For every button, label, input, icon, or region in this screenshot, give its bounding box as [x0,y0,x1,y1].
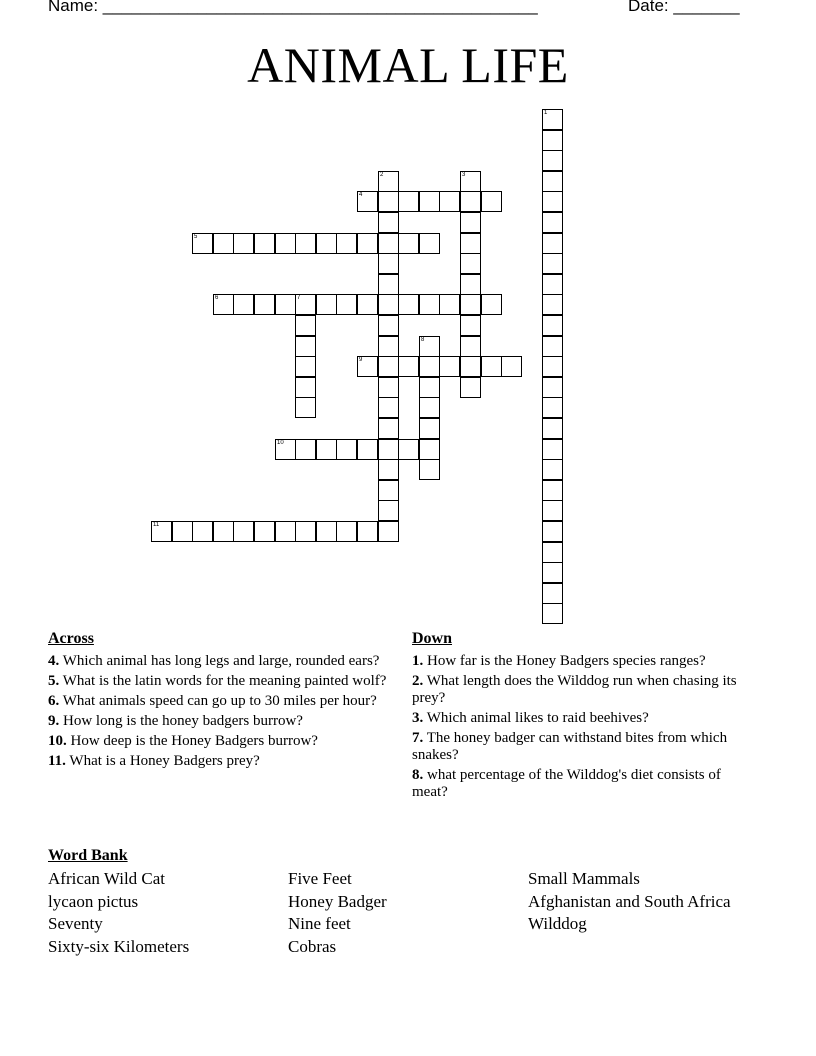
name-field-line: Name: ______________________________________________ [48,0,538,15]
across-clue: 4. Which animal has long legs and large, rounded ears? [48,653,380,669]
word-bank-item: Nine feet [288,914,351,934]
crossword-cell[interactable] [542,500,563,521]
crossword-cell[interactable] [378,233,399,254]
crossword-cell[interactable] [213,233,234,254]
crossword-cell[interactable] [542,377,563,398]
crossword-cell[interactable] [419,418,440,439]
crossword-cell[interactable] [275,521,296,542]
crossword-cell[interactable] [542,459,563,480]
crossword-cell[interactable] [275,294,296,315]
clue-number: 2 [380,172,384,178]
crossword-cell[interactable] [460,356,481,377]
crossword-cell[interactable] [542,336,563,357]
crossword-cell[interactable] [172,521,193,542]
crossword-cell[interactable] [542,212,563,233]
crossword-cell[interactable] [295,521,316,542]
crossword-cell[interactable] [419,191,440,212]
crossword-cell[interactable] [295,233,316,254]
clue-number: 6 [215,295,219,301]
crossword-cell[interactable] [316,521,337,542]
word-bank-item: African Wild Cat [48,869,166,888]
crossword-cell[interactable] [542,130,563,151]
clue-number: 5 [194,234,198,240]
crossword-cell[interactable] [419,397,440,418]
crossword-cell[interactable] [378,439,399,460]
word-bank-item: Sixty-six Kilometers [48,937,190,957]
crossword-cell[interactable] [254,294,275,315]
crossword-cell[interactable] [542,233,563,254]
crossword-cell[interactable] [295,397,316,418]
crossword-cell[interactable] [542,397,563,418]
crossword-cell[interactable] [213,521,234,542]
down-clue-list [412,653,757,804]
across-clue: 5. What is the latin words for the meaning painted wolf? [48,673,387,689]
crossword-cell[interactable] [336,521,357,542]
crossword-cell[interactable] [336,294,357,315]
crossword-cell[interactable] [378,336,399,357]
crossword-cell[interactable] [378,397,399,418]
clue-number: 8 [421,337,425,343]
across-clue: 11. What is a Honey Badgers prey? [48,753,260,769]
crossword-cell[interactable] [378,253,399,274]
across-heading: Across [48,630,94,647]
crossword-cell[interactable] [295,377,316,398]
down-clue: 7. The honey badger can withstand bites from which snakes? [412,730,728,763]
crossword-cell[interactable] [254,233,275,254]
crossword-cell[interactable] [378,274,399,295]
crossword-cell[interactable] [439,356,460,377]
crossword-cell[interactable] [233,233,254,254]
crossword-cell[interactable] [542,294,563,315]
crossword-cell[interactable] [357,439,378,460]
crossword-cell[interactable] [460,233,481,254]
crossword-cell[interactable] [542,253,563,274]
word-bank-item: Afghanistan and South Africa [528,891,731,911]
across-clue: 10. How deep is the Honey Badgers burrow? [48,733,318,749]
word-bank-item: Cobras [288,937,337,957]
crossword-cell[interactable] [378,418,399,439]
crossword-cell[interactable] [439,294,460,315]
crossword-cell[interactable] [542,109,563,130]
crossword-cell[interactable] [419,336,440,357]
word-bank-item: Small Mammals [528,869,640,888]
crossword-cell[interactable] [419,459,440,480]
crossword-cell[interactable] [378,315,399,336]
crossword-cell[interactable] [357,191,378,212]
crossword-cell[interactable] [378,377,399,398]
crossword-cell[interactable] [460,315,481,336]
crossword-cell[interactable] [542,480,563,501]
crossword-cell[interactable] [316,439,337,460]
crossword-cell[interactable] [378,500,399,521]
down-clue: 3. Which animal likes to raid beehives? [412,710,649,726]
clue-number: 3 [462,172,466,178]
crossword-cell[interactable] [542,603,563,624]
crossword-cell[interactable] [357,521,378,542]
crossword-cell[interactable] [542,521,563,542]
down-clue: 2. What length does the Wilddog run when chasing its prey? [412,673,737,706]
crossword-cell[interactable] [398,356,419,377]
crossword-cell[interactable] [460,253,481,274]
crossword-cell[interactable] [460,294,481,315]
crossword-cell[interactable] [233,294,254,315]
word-bank-column [528,868,731,936]
clue-number: 1 [544,110,548,116]
word-bank-column [48,868,189,959]
crossword-cell[interactable] [357,356,378,377]
crossword-cell[interactable] [295,336,316,357]
across-clue-list [48,653,390,773]
down-clue: 1. How far is the Honey Badgers species ranges? [412,653,706,669]
crossword-cell[interactable] [275,233,296,254]
down-heading: Down [412,630,453,647]
word-bank-heading: Word Bank [48,847,128,864]
crossword-cell[interactable] [378,171,399,192]
crossword-cell[interactable] [316,233,337,254]
crossword-cell[interactable] [542,171,563,192]
crossword-cell[interactable] [542,191,563,212]
crossword-cell[interactable] [192,521,213,542]
crossword-cell[interactable] [481,294,502,315]
crossword-cell[interactable] [460,212,481,233]
word-bank-item: lycaon pictus [48,891,139,911]
crossword-cell[interactable] [316,294,337,315]
crossword-cell[interactable] [378,459,399,480]
down-clue: 8. what percentage of the Wilddog's diet consists of meat? [412,767,721,800]
crossword-cell[interactable] [542,150,563,171]
crossword-cell[interactable] [542,356,563,377]
crossword-cell[interactable] [295,356,316,377]
crossword-cell[interactable] [398,439,419,460]
crossword-cell[interactable] [460,377,481,398]
date-field-line: Date: _______ [628,0,740,15]
crossword-cell[interactable] [419,439,440,460]
crossword-cell[interactable] [336,439,357,460]
word-bank-item: Seventy [48,914,103,934]
crossword-cell[interactable] [398,233,419,254]
crossword-cell[interactable] [542,418,563,439]
clue-number: 7 [297,295,301,301]
crossword-cell[interactable] [398,294,419,315]
crossword-cell[interactable] [542,315,563,336]
crossword-cell[interactable] [542,439,563,460]
crossword-cell[interactable] [419,294,440,315]
crossword-cell[interactable] [481,356,502,377]
crossword-cell[interactable] [295,315,316,336]
crossword-cell[interactable] [378,356,399,377]
word-bank-column [288,868,387,959]
crossword-cell[interactable] [192,233,213,254]
crossword-cell[interactable] [460,191,481,212]
crossword-cell[interactable] [151,521,172,542]
crossword-cell[interactable] [275,439,296,460]
crossword-cell[interactable] [378,294,399,315]
crossword-cell[interactable] [357,294,378,315]
crossword-cell[interactable] [419,377,440,398]
crossword-cell[interactable] [336,233,357,254]
crossword-cell[interactable] [378,212,399,233]
crossword-cell[interactable] [481,191,502,212]
across-clue: 6. What animals speed can go up to 30 miles per hour? [48,693,377,709]
crossword-cell[interactable] [398,191,419,212]
crossword-cell[interactable] [357,233,378,254]
crossword-cell[interactable] [542,542,563,563]
crossword-cell[interactable] [439,191,460,212]
crossword-cell[interactable] [378,521,399,542]
crossword-cell[interactable] [542,274,563,295]
crossword-cell[interactable] [213,294,234,315]
crossword-cell[interactable] [460,171,481,192]
crossword-cell[interactable] [542,562,563,583]
clue-number: 4 [359,192,363,198]
crossword-cell[interactable] [419,233,440,254]
across-clue: 9. How long is the honey badgers burrow? [48,713,303,729]
crossword-cell[interactable] [542,583,563,604]
crossword-cell[interactable] [460,274,481,295]
clue-number: 11 [153,522,160,528]
word-bank-item: Five Feet [288,869,352,888]
word-bank-item: Wilddog [528,914,587,934]
crossword-cell[interactable] [419,356,440,377]
page-title: ANIMAL LIFE [247,37,569,93]
word-bank-item: Honey Badger [288,891,387,911]
clue-number: 9 [359,357,363,363]
crossword-cell[interactable] [254,521,275,542]
clue-number: 10 [277,440,284,446]
crossword-cell[interactable] [378,480,399,501]
crossword-cell[interactable] [378,191,399,212]
crossword-cell[interactable] [295,439,316,460]
crossword-cell[interactable] [501,356,522,377]
crossword-cell[interactable] [295,294,316,315]
crossword-cell[interactable] [233,521,254,542]
crossword-cell[interactable] [460,336,481,357]
